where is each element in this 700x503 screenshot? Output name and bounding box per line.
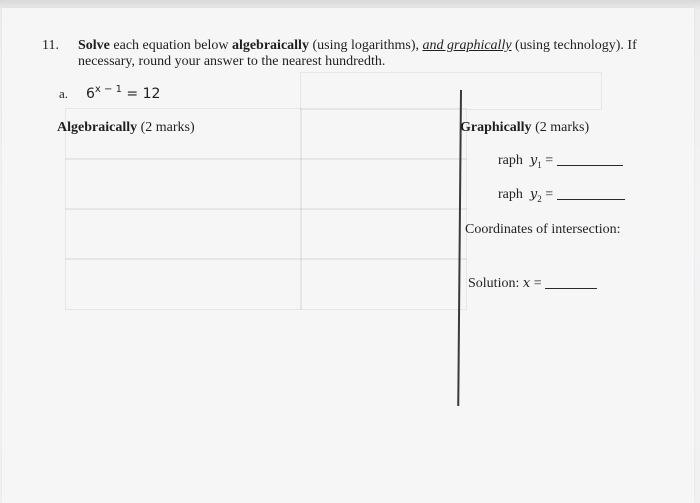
question-number: 11.: [42, 38, 59, 53]
instruction-text: (using technology). If necessary, round your answer to the nearest hundredth.: [78, 38, 637, 69]
equation-exponent: x − 1: [94, 84, 122, 95]
solution-answer-blank[interactable]: [545, 288, 597, 289]
instruction-text: each equation below: [109, 38, 232, 53]
solution-eq: =: [530, 276, 542, 291]
graph-y1-row: [498, 153, 623, 170]
graph-y1-sub: 1: [537, 159, 542, 170]
graph-y1-prefix: raph: [498, 153, 523, 168]
graph-y2-var: y: [529, 187, 538, 202]
equation-rhs: = 12: [121, 86, 161, 102]
instruction-algebraically: algebraically: [231, 38, 309, 53]
solution-var: x: [522, 276, 531, 291]
graphical-marks: (2 marks): [531, 120, 590, 135]
graph-y2-answer-blank[interactable]: [557, 199, 625, 200]
instruction-text: (using logarithms),: [308, 38, 423, 53]
graph-y2-sub: 2: [537, 193, 542, 204]
show-through-grid: [65, 258, 467, 310]
show-through-grid: [300, 72, 602, 110]
graph-y1-answer-blank[interactable]: [557, 165, 623, 166]
question-instructions: [78, 38, 678, 70]
equation-base: 6: [86, 86, 95, 102]
algebraic-heading-label: Algebraically: [57, 120, 138, 135]
part-label: a.: [59, 86, 69, 101]
solution-label: Solution:: [468, 276, 523, 291]
solution-row: [468, 276, 597, 292]
instruction-solve: Solve: [78, 38, 110, 53]
show-through-grid: [65, 208, 467, 260]
equation: [86, 84, 160, 102]
graph-y1-var: y: [529, 153, 538, 168]
algebraic-heading: [57, 120, 195, 136]
graph-y2-prefix: raph: [498, 187, 523, 202]
graph-y2-row: [498, 187, 625, 204]
algebraic-marks: (2 marks): [137, 120, 195, 135]
show-through-grid: [65, 158, 467, 210]
graph-y2-eq: =: [541, 187, 554, 202]
graphical-heading-label: Graphically: [460, 120, 532, 135]
instruction-graphically: and graphically: [422, 38, 512, 53]
graphical-heading: [460, 120, 589, 136]
graph-y1-eq: =: [541, 153, 554, 168]
intersection-label: Coordinates of intersection:: [465, 222, 621, 237]
show-through-grid: [300, 108, 302, 310]
